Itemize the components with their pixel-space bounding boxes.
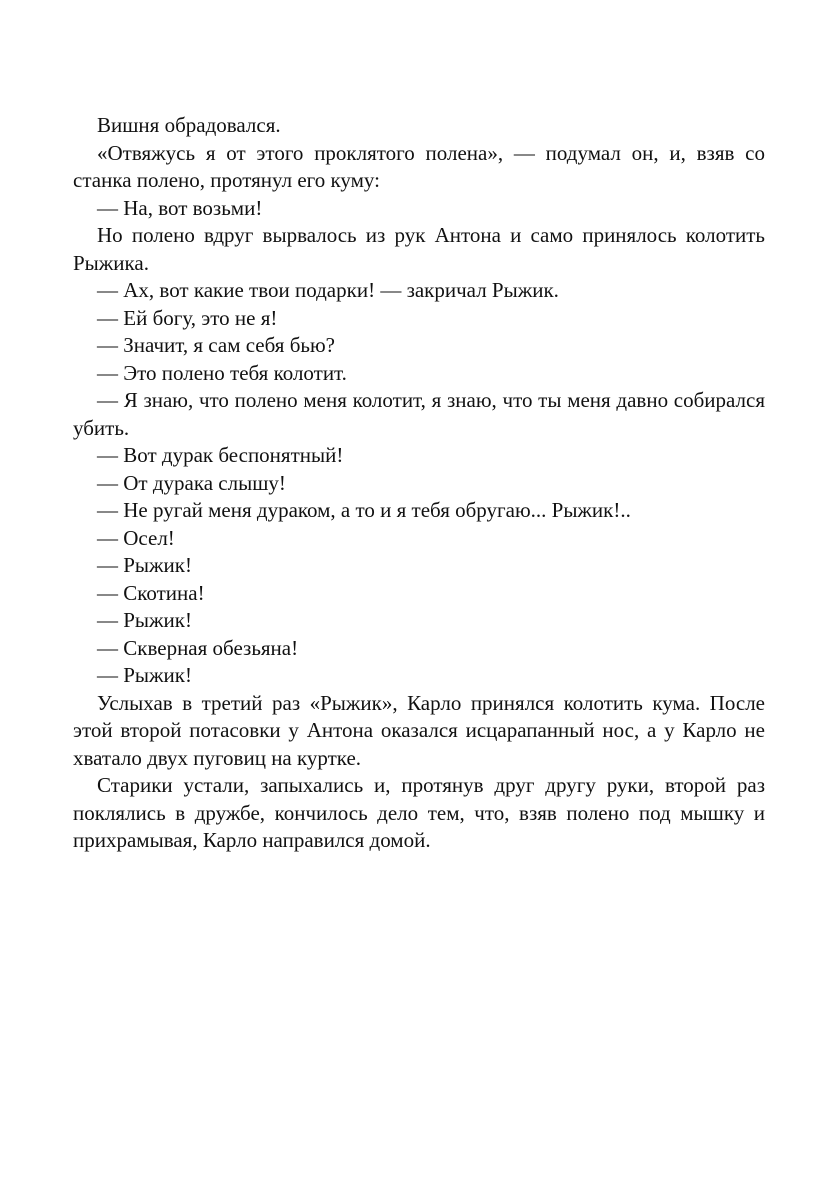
paragraph: «Отвяжусь я от этого проклятого полена», — подумал он, и, взяв со станка полено, протянул его куму: xyxy=(73,140,765,192)
paragraph: — Ах, вот какие твои подарки! — закричал Рыжик. xyxy=(97,278,559,302)
paragraph: Старики устали, запыхались и, протянув друг другу руки, второй раз поклялись в дружбе, кончилось дело тем, что, взяв полено под мышку и прихрамывая, Карло направился домой. xyxy=(73,773,765,852)
paragraph: — Я знаю, что полено меня колотит, я знаю, что ты меня давно собирался убить. xyxy=(73,388,765,440)
paragraph: Но полено вдруг вырвалось из рук Антона и само принялось колотить Рыжика. xyxy=(73,223,765,275)
paragraph: Вишня обрадовался. xyxy=(97,113,281,137)
paragraph: — Вот дурак беспонятный! xyxy=(97,443,344,467)
paragraph: — Рыжик! xyxy=(97,663,192,687)
paragraph: — На, вот возьми! xyxy=(97,195,263,220)
paragraph: — Осел! xyxy=(97,525,175,550)
paragraph: — Скверная обезьяна! xyxy=(97,635,299,660)
paragraph: — Скотина! xyxy=(97,580,205,605)
paragraph: — Значит, я сам себя бью? xyxy=(97,333,335,357)
paragraph: — Это полено тебя колотит. xyxy=(97,360,347,385)
paragraph: — Рыжик! xyxy=(97,608,192,632)
paragraph: Услыхав в третий раз «Рыжик», Карло принялся колотить кума. После этой второй потасовки у Антона оказался исцарапанный нос, а у Карло не хватало двух пуговиц на куртке. xyxy=(73,690,765,770)
paragraph: — От дурака слышу! xyxy=(97,470,286,495)
paragraph: — Не ругай меня дураком, а то и я тебя обругаю... Рыжик!.. xyxy=(97,498,631,522)
body-text xyxy=(73,112,765,855)
paragraph: — Ей богу, это не я! xyxy=(97,305,278,330)
paragraph: — Рыжик! xyxy=(97,553,192,577)
